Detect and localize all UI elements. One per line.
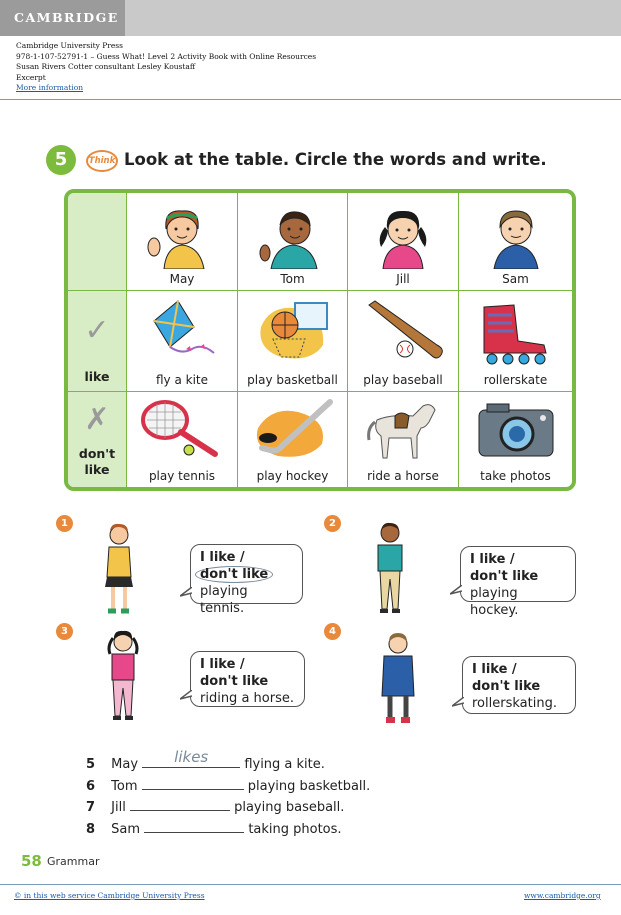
bubble-tail [180,587,192,597]
authors-line: Susan Rivers Cotter consultant Lesley Koustaff [16,62,196,71]
bubble-tail [452,697,464,707]
boy-sam-figure [376,630,420,728]
camera-picture [473,398,559,460]
bubble-rest: playing hockey. [470,586,519,618]
hockey-stick-picture [248,398,338,460]
dont-like-label-line2: like [84,462,110,477]
option-i-like: I like / [200,550,245,565]
person-cell-tom [238,193,348,291]
section-title: Grammar [47,855,100,868]
person-name: Jill [396,272,410,286]
activity-cell [127,291,238,392]
person-cell-may [127,193,238,291]
cambridge-logo: CAMBRIDGE [0,0,125,36]
option-i-like[interactable]: I like / [200,657,245,672]
sentence-number: 7 [86,800,96,815]
answer-blank[interactable] [142,748,240,768]
sentence-row [86,776,370,794]
option-dont-like-circled[interactable]: don't like [195,566,273,583]
item-number-badge: 4 [324,623,341,640]
check-icon: ✓ [84,313,110,348]
answer-blank[interactable] [142,776,244,790]
activity-label: ride a horse [367,469,439,483]
sentence-number: 8 [86,822,96,837]
cross-icon: ✗ [84,402,110,437]
sentence-name: Tom [111,779,138,794]
activity-cell [238,392,348,487]
website-link[interactable]: www.cambridge.org [524,891,601,900]
boy-tom-picture [253,203,333,269]
publisher-line: Cambridge University Press [16,41,123,50]
item-number-badge: 2 [324,515,341,532]
exercise-instruction: Look at the table. Circle the words and write. [124,150,547,169]
boy-tom-figure [368,519,412,615]
activity-table [64,189,576,491]
option-dont-like[interactable]: don't like [200,674,269,689]
girl-may-picture [142,203,222,269]
bubble-tail [180,690,192,700]
bubble-rest: rollerskating. [472,696,557,711]
header-divider [0,99,621,100]
table-corner-cell [68,193,127,291]
horse-picture [361,398,445,460]
option-i-like[interactable]: I like / [470,552,515,567]
dont-like-row-header [68,392,127,487]
excerpt-line: Excerpt [16,72,46,82]
think-icon: Think [86,150,118,172]
activity-cell [348,291,459,392]
rollerskates-picture [474,297,558,365]
tennis-racket-picture [137,398,227,460]
exercise-number-badge: 5 [46,145,76,175]
more-information-link[interactable]: More information [16,83,84,92]
activity-cell [459,291,572,392]
sentence-name: Sam [111,822,141,837]
activity-label: play baseball [363,373,443,387]
sentence-row [86,748,325,772]
activity-label: play hockey [256,469,329,483]
activity-label: rollerskate [483,373,548,387]
book-line: 978-1-107-52791-1 – Guess What! Level 2 Activity Book with Online Resources [16,51,317,61]
speech-bubble-2 [460,546,576,618]
girl-may-figure [97,521,141,617]
sentence-name: May [111,757,139,772]
sentence-rest: playing baseball. [234,800,345,815]
bubble-rest: playing tennis. [200,584,248,616]
speech-bubble-4 [462,656,576,714]
activity-cell [459,392,572,487]
bubble-tail [450,585,462,595]
girl-jill-picture [363,203,443,269]
answer-blank[interactable] [130,797,230,811]
basketball-picture [251,297,335,365]
speech-bubble-1 [190,544,303,616]
activity-cell [238,291,348,392]
page-number: 58 [21,852,42,870]
speech-bubble-3 [190,651,305,707]
kite-picture [142,297,222,365]
sentence-row [86,797,344,815]
like-label: like [84,369,110,384]
person-name: Sam [502,272,529,286]
option-dont-like[interactable]: don't like [472,679,541,694]
person-name: Tom [280,272,305,286]
option-dont-like[interactable]: don't like [470,569,539,584]
like-row-header [68,291,127,392]
activity-label: play tennis [148,469,216,483]
girl-jill-figure [101,628,145,726]
item-number-badge: 1 [56,515,73,532]
book-metadata [16,41,316,94]
footer-divider [0,884,621,885]
answer-blank[interactable] [144,819,244,833]
person-cell-jill [348,193,459,291]
boy-sam-picture [476,203,556,269]
sentence-number: 6 [86,779,96,794]
activity-label: fly a kite [155,373,208,387]
copyright-link[interactable]: © in this web service Cambridge University Press [14,891,205,900]
activity-cell [348,392,459,487]
baseball-bat-picture [361,297,445,365]
sentence-number: 5 [86,757,96,772]
answer-text: likes [174,748,209,766]
dont-like-label-line1: don't [78,446,116,461]
option-i-like[interactable]: I like / [472,662,517,677]
header-bar [0,0,621,36]
person-name: May [169,272,195,286]
sentence-rest: flying a kite. [244,757,325,772]
activity-label: take photos [480,469,551,483]
sentence-rest: taking photos. [248,822,342,837]
sentence-rest: playing basketball. [247,779,371,794]
activity-cell [127,392,238,487]
sentence-row [86,819,342,837]
item-number-badge: 3 [56,623,73,640]
activity-label: play basketball [247,373,338,387]
sentence-name: Jill [111,800,126,815]
person-cell-sam [459,193,572,291]
bubble-rest: riding a horse. [200,691,294,706]
